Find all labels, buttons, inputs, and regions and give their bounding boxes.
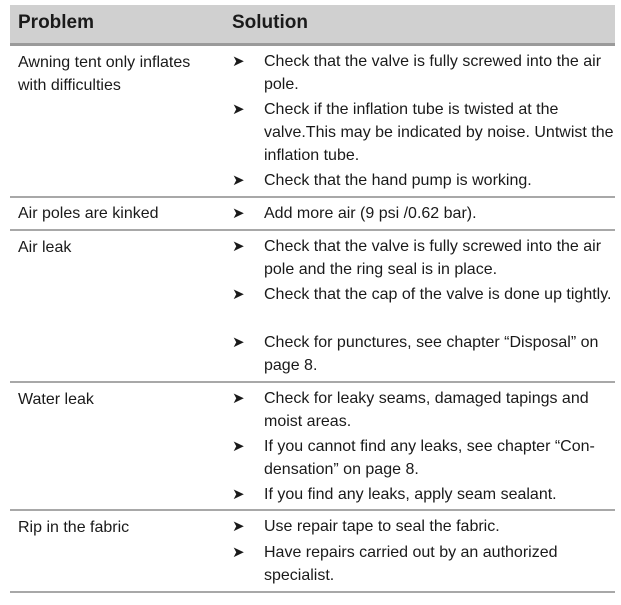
table-header: [10, 5, 615, 46]
arrow-bullet-icon: ➤: [232, 518, 245, 535]
table-row: [10, 231, 615, 383]
arrow-bullet-icon: ➤: [232, 544, 245, 561]
table-row: [10, 46, 615, 198]
problem-cell: Water leak: [18, 391, 94, 408]
arrow-bullet-icon: ➤: [232, 286, 245, 303]
header-solution: Solution: [232, 12, 308, 33]
arrow-bullet-icon: ➤: [232, 438, 245, 455]
arrow-bullet-icon: ➤: [232, 334, 245, 351]
solution-text: If you find any leaks, apply seam sealant.: [264, 486, 557, 503]
arrow-bullet-icon: ➤: [232, 238, 245, 255]
solution-text: If you cannot find any leaks, see chapter “Con-densation” on page 8.: [264, 438, 595, 478]
problem-cell: Rip in the fabric: [18, 519, 130, 536]
table-row: [10, 198, 615, 231]
arrow-bullet-icon: ➤: [232, 172, 245, 189]
arrow-bullet-icon: ➤: [232, 53, 245, 70]
table-row: [10, 383, 615, 511]
problem-cell: Air leak: [18, 239, 72, 256]
solution-text: Check for punctures, see chapter “Disposal” on page 8.: [264, 334, 599, 374]
solution-text: Check that the valve is fully screwed into the air pole.: [264, 53, 602, 93]
solution-text: Check that the cap of the valve is done up tightly.: [264, 286, 612, 303]
problem-cell: Awning tent only inflates with difficulties: [18, 54, 191, 94]
problem-cell: Air poles are kinked: [18, 205, 159, 222]
solution-text: Have repairs carried out by an authorized specialist.: [264, 544, 558, 584]
table-row: [10, 511, 615, 593]
solution-text: Check that the hand pump is working.: [264, 172, 532, 189]
solution-text: Check that the valve is fully screwed into the air pole and the ring seal is in place.: [264, 238, 602, 278]
solution-text: Use repair tape to seal the fabric.: [264, 518, 500, 535]
solution-text: Check for leaky seams, damaged tapings and moist areas.: [264, 390, 589, 430]
arrow-bullet-icon: ➤: [232, 486, 245, 503]
arrow-bullet-icon: ➤: [232, 390, 245, 407]
solution-text: Add more air (9 psi /0.62 bar).: [264, 205, 477, 222]
arrow-bullet-icon: ➤: [232, 205, 245, 222]
arrow-bullet-icon: ➤: [232, 101, 245, 118]
header-problem: Problem: [18, 12, 95, 33]
solution-text: Check if the inflation tube is twisted at the valve.This may be indicated by noise. Untwist the inflation tube.: [264, 101, 614, 164]
